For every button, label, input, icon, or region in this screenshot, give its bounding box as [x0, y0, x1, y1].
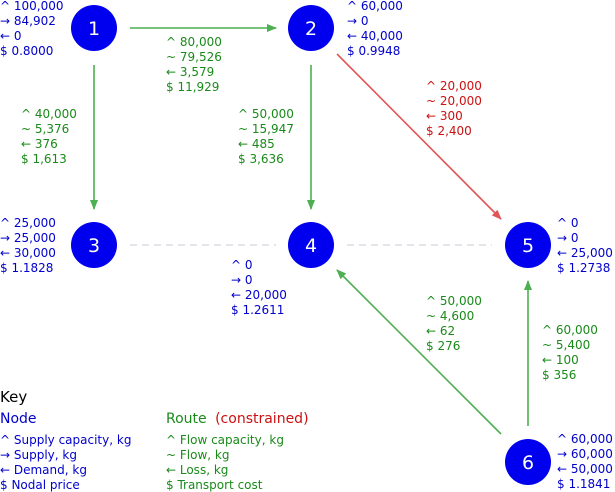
route-label-line: ^ 20,000	[426, 79, 482, 93]
route-label-line: $ 1,613	[21, 152, 67, 166]
node-1-number: 1	[87, 18, 101, 40]
node-2-label	[347, 0, 407, 58]
route-label-line: ~ 5,376	[21, 122, 70, 136]
node-label-line: ← 50,000	[557, 462, 613, 476]
key-node-item: → Supply, kg	[0, 448, 77, 462]
key-title: Key	[0, 388, 28, 406]
node-6-label	[557, 432, 615, 491]
route-2-5-label	[426, 79, 486, 138]
node-label-line: $ 1.1828	[0, 261, 54, 275]
node-label-line: $ 1.1841	[557, 477, 611, 491]
node-label-line: → 25,000	[0, 231, 56, 245]
route-label-line: ~ 4,600	[426, 309, 475, 323]
node-3-number: 3	[87, 235, 101, 257]
node-label-line: $ 0.9948	[347, 44, 401, 58]
route-label-line: $ 356	[542, 368, 577, 382]
node-5-label	[557, 216, 615, 275]
route-label-line: ← 100	[542, 353, 579, 367]
node-label-line: ^ 0	[231, 258, 253, 272]
route-1-3-label	[21, 107, 81, 166]
node-4[interactable]	[288, 222, 334, 268]
node-3[interactable]	[71, 222, 117, 268]
route-label-line: ~ 15,947	[238, 122, 294, 136]
route-label-line: ~ 20,000	[426, 94, 482, 108]
node-4-label	[231, 258, 291, 317]
key-node-item: ^ Supply capacity, kg	[0, 433, 132, 447]
key-node-item: $ Nodal price	[0, 478, 80, 492]
key-legend	[0, 388, 309, 492]
node-6[interactable]	[505, 439, 551, 485]
route-label-line: $ 11,929	[166, 80, 220, 94]
node-1-label	[0, 0, 67, 58]
node-label-line: → 0	[557, 231, 579, 245]
route-label-line: ← 485	[238, 137, 275, 151]
route-label-line: $ 3,636	[238, 152, 284, 166]
key-node-item: ← Demand, kg	[0, 463, 87, 477]
node-5-number: 5	[521, 235, 535, 257]
node-5[interactable]	[505, 222, 551, 268]
node-label-line: $ 1.2738	[557, 261, 611, 275]
node-label-line: ← 20,000	[231, 288, 287, 302]
key-route-item: ← Loss, kg	[166, 463, 229, 477]
route-label-line: ~ 79,526	[166, 50, 222, 64]
route-label-line: ← 376	[21, 137, 58, 151]
node-label-line: → 84,902	[0, 14, 56, 28]
route-label-line: ^ 40,000	[21, 107, 77, 121]
route-6-4-label	[426, 294, 486, 353]
route-label-line: ~ 5,400	[542, 338, 591, 352]
key-route-item: $ Transport cost	[166, 478, 263, 492]
route-label-line: ← 62	[426, 324, 456, 338]
node-label-line: ^ 60,000	[557, 432, 613, 446]
node-label-line: $ 0.8000	[0, 44, 54, 58]
route-label-line: ^ 60,000	[542, 323, 598, 337]
route-label-line: ^ 50,000	[426, 294, 482, 308]
route-label-line: $ 2,400	[426, 124, 472, 138]
node-label-line: $ 1.2611	[231, 303, 285, 317]
route-label-line: ^ 80,000	[166, 35, 222, 49]
node-label-line: → 0	[347, 14, 369, 28]
route-6-5-label	[542, 323, 602, 382]
node-2[interactable]	[288, 5, 334, 51]
key-route-item: ~ Flow, kg	[166, 448, 230, 462]
node-label-line: → 60,000	[557, 447, 613, 461]
node-2-number: 2	[304, 18, 318, 40]
node-label-line: ← 25,000	[557, 246, 613, 260]
node-label-line: → 0	[231, 273, 253, 287]
key-route-heading	[166, 411, 309, 427]
node-label-line: ^ 25,000	[0, 216, 56, 230]
key-constrained-heading: (constrained)	[215, 411, 309, 427]
route-label-line: ← 3,579	[166, 65, 215, 79]
route-1-2-label	[166, 35, 226, 94]
node-label-line: ^ 0	[557, 216, 579, 230]
node-label-line: ^ 100,000	[0, 0, 64, 13]
node-label-line: ← 30,000	[0, 246, 56, 260]
node-label-line: ← 0	[0, 29, 22, 43]
route-label-line: ← 300	[426, 109, 463, 123]
key-route-item: ^ Flow capacity, kg	[166, 433, 284, 447]
route-label-line: ^ 50,000	[238, 107, 294, 121]
node-label-line: ^ 60,000	[347, 0, 403, 13]
node-6-number: 6	[521, 452, 535, 474]
route-label-line: $ 276	[426, 339, 461, 353]
key-route-items	[166, 433, 288, 492]
node-1[interactable]	[71, 5, 117, 51]
node-3-label	[0, 216, 60, 275]
node-4-number: 4	[304, 235, 318, 257]
node-label-line: ← 40,000	[347, 29, 403, 43]
key-node-items	[0, 433, 135, 492]
key-node-heading: Node	[0, 411, 37, 427]
route-2-4-label	[238, 107, 298, 166]
key-route-heading-text: Route	[166, 411, 207, 427]
